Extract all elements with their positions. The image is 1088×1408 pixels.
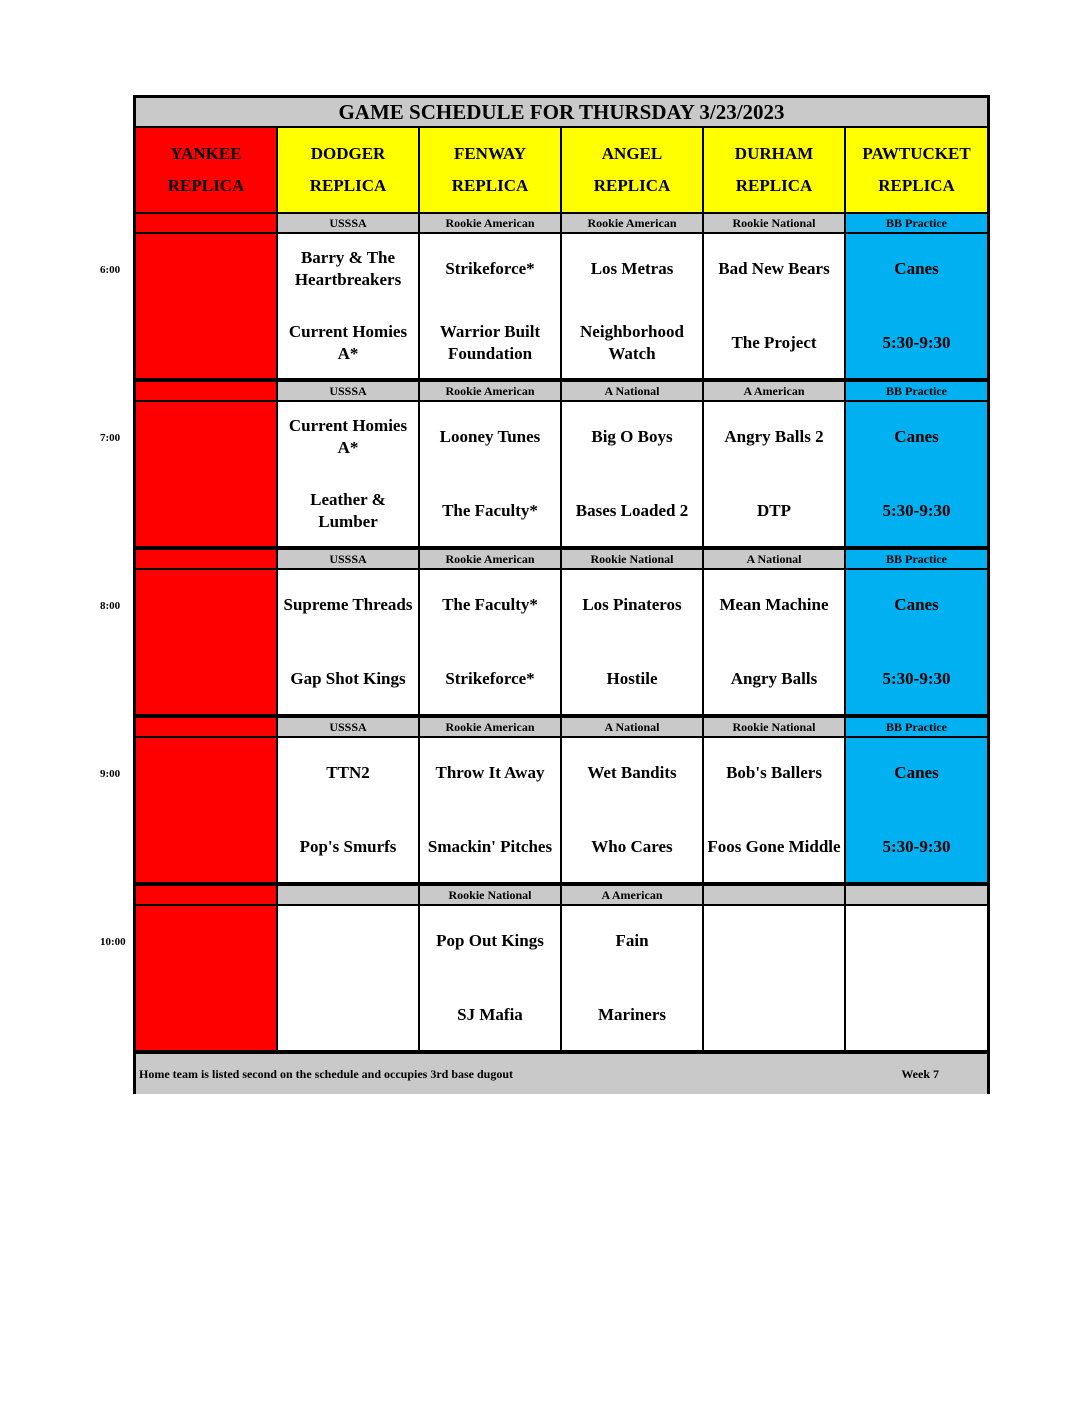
time-label: 9:00 [100, 768, 121, 780]
away-team: Big O Boys [591, 427, 673, 446]
division-label: A National [704, 550, 844, 568]
away-team: The Faculty* [442, 595, 538, 614]
division-label [704, 886, 844, 904]
home-team: Angry Balls [730, 669, 818, 688]
home-team: Warrior Built Foundation [439, 322, 541, 363]
home-team: 5:30-9:30 [882, 837, 951, 856]
away-team [846, 906, 987, 976]
yankee-closed-cell [136, 234, 276, 378]
venue-name: FENWAY [453, 144, 527, 163]
division-label: Rookie American [420, 718, 560, 736]
venue-sub: REPLICA [878, 176, 955, 195]
venue-sub: REPLICA [451, 176, 529, 195]
home-team: The Project [731, 333, 817, 352]
home-team: Who Cares [591, 837, 673, 856]
home-team: 5:30-9:30 [882, 333, 951, 352]
away-team: Supreme Threads [283, 595, 413, 614]
division-label: USSSA [278, 382, 418, 400]
game-cell [278, 906, 418, 1050]
away-team: Wet Bandits [587, 763, 677, 782]
schedule-title: GAME SCHEDULE FOR THURSDAY 3/23/2023 [136, 98, 987, 126]
away-team: Canes [894, 427, 939, 446]
game-cell [278, 738, 418, 882]
home-team: Strikeforce* [445, 669, 535, 688]
home-team: Current Homies A* [288, 322, 408, 363]
division-label: USSSA [278, 214, 418, 232]
away-team: Pop Out Kings [436, 931, 544, 950]
home-team: Mariners [598, 1005, 666, 1024]
time-label: 7:00 [100, 432, 121, 444]
home-team: SJ Mafia [457, 1005, 523, 1024]
division-label: Rookie National [704, 214, 844, 232]
home-team: Smackin' Pitches [427, 837, 553, 856]
game-cell [420, 402, 560, 546]
division-label: BB Practice [846, 718, 987, 736]
game-cell [704, 570, 844, 714]
division-label [136, 886, 276, 904]
away-team: Bob's Ballers [726, 763, 822, 782]
home-team: Pop's Smurfs [299, 837, 397, 856]
division-label [136, 550, 276, 568]
home-team: Neighborhood Watch [580, 322, 684, 363]
schedule-table [133, 95, 990, 1094]
game-cell [562, 738, 702, 882]
away-team: Angry Balls 2 [724, 427, 824, 446]
venue-name: DODGER [310, 144, 386, 163]
division-label: USSSA [278, 718, 418, 736]
time-label: 6:00 [100, 264, 121, 276]
home-team: DTP [757, 501, 791, 520]
game-cell [562, 906, 702, 1050]
yankee-closed-cell [136, 570, 276, 714]
away-team: Canes [894, 763, 939, 782]
away-team: Throw It Away [435, 763, 545, 782]
away-team: Current Homies A* [288, 416, 408, 457]
yankee-closed-cell [136, 906, 276, 1050]
venue-name: YANKEE [170, 144, 242, 163]
home-team: 5:30-9:30 [882, 501, 951, 520]
away-team: Mean Machine [719, 595, 829, 614]
time-label: 10:00 [100, 936, 126, 948]
division-label [136, 718, 276, 736]
division-label: USSSA [278, 550, 418, 568]
division-label: Rookie National [420, 886, 560, 904]
venue-header [278, 128, 418, 212]
venue-header [562, 128, 702, 212]
home-team: Gap Shot Kings [290, 669, 406, 688]
week-label: Week 7 [901, 1066, 939, 1081]
home-team: Foos Gone Middle [707, 837, 841, 856]
division-label [278, 886, 418, 904]
yankee-closed-cell [136, 738, 276, 882]
yankee-closed-cell [136, 402, 276, 546]
game-cell [846, 738, 987, 882]
away-team: Looney Tunes [439, 427, 541, 446]
away-team: Barry & The Heartbreakers [294, 248, 402, 289]
venue-header [420, 128, 560, 212]
game-cell [846, 402, 987, 546]
game-cell [420, 570, 560, 714]
game-cell [846, 234, 987, 378]
venue-name: ANGEL [601, 144, 663, 163]
footer-note: Home team is listed second on the schedule and occupies 3rd base dugout [139, 1066, 514, 1081]
venue-header [704, 128, 844, 212]
venue-sub: REPLICA [309, 176, 387, 195]
venue-sub: REPLICA [593, 176, 671, 195]
game-cell [278, 570, 418, 714]
game-cell [562, 570, 702, 714]
venue-name: DURHAM [734, 144, 814, 163]
game-cell [278, 402, 418, 546]
game-cell [420, 738, 560, 882]
game-cell [846, 570, 987, 714]
game-cell [704, 402, 844, 546]
away-team: Canes [894, 259, 939, 278]
game-cell [562, 234, 702, 378]
division-label [136, 214, 276, 232]
away-team: Fain [615, 931, 649, 950]
game-cell [278, 234, 418, 378]
division-label: A National [562, 382, 702, 400]
division-label: Rookie National [562, 550, 702, 568]
division-label: BB Practice [846, 550, 987, 568]
game-cell [420, 906, 560, 1050]
division-label: Rookie American [420, 382, 560, 400]
division-label [136, 382, 276, 400]
away-team [704, 906, 844, 976]
division-label: Rookie American [420, 550, 560, 568]
division-label: Rookie National [704, 718, 844, 736]
time-label: 8:00 [100, 600, 121, 612]
division-label [846, 886, 987, 904]
home-team [704, 980, 844, 1050]
division-label: A American [562, 886, 702, 904]
home-team: 5:30-9:30 [882, 669, 951, 688]
venue-name: PAWTUCKET [862, 144, 971, 163]
game-cell [846, 906, 987, 1050]
game-cell [562, 402, 702, 546]
venue-sub: REPLICA [735, 176, 813, 195]
venue-header [846, 128, 987, 212]
home-team: Bases Loaded 2 [575, 501, 689, 520]
away-team: Bad New Bears [718, 259, 830, 278]
away-team [278, 906, 418, 976]
division-label: A American [704, 382, 844, 400]
away-team: Los Metras [590, 259, 674, 278]
away-team: Strikeforce* [445, 259, 535, 278]
home-team: The Faculty* [442, 501, 538, 520]
venue-header [136, 128, 276, 212]
home-team [846, 980, 987, 1050]
division-label: Rookie American [562, 214, 702, 232]
away-team: TTN2 [326, 763, 370, 782]
home-team: Hostile [606, 669, 658, 688]
game-cell [704, 234, 844, 378]
game-cell [704, 738, 844, 882]
game-cell [704, 906, 844, 1050]
away-team: Los Pinateros [582, 595, 682, 614]
division-label: Rookie American [420, 214, 560, 232]
away-team: Canes [894, 595, 939, 614]
venue-sub: REPLICA [167, 176, 245, 195]
division-label: BB Practice [846, 214, 987, 232]
division-label: A National [562, 718, 702, 736]
footer-bar [136, 1054, 987, 1094]
home-team [278, 980, 418, 1050]
game-cell [420, 234, 560, 378]
home-team: Leather & Lumber [310, 490, 386, 531]
division-label: BB Practice [846, 382, 987, 400]
